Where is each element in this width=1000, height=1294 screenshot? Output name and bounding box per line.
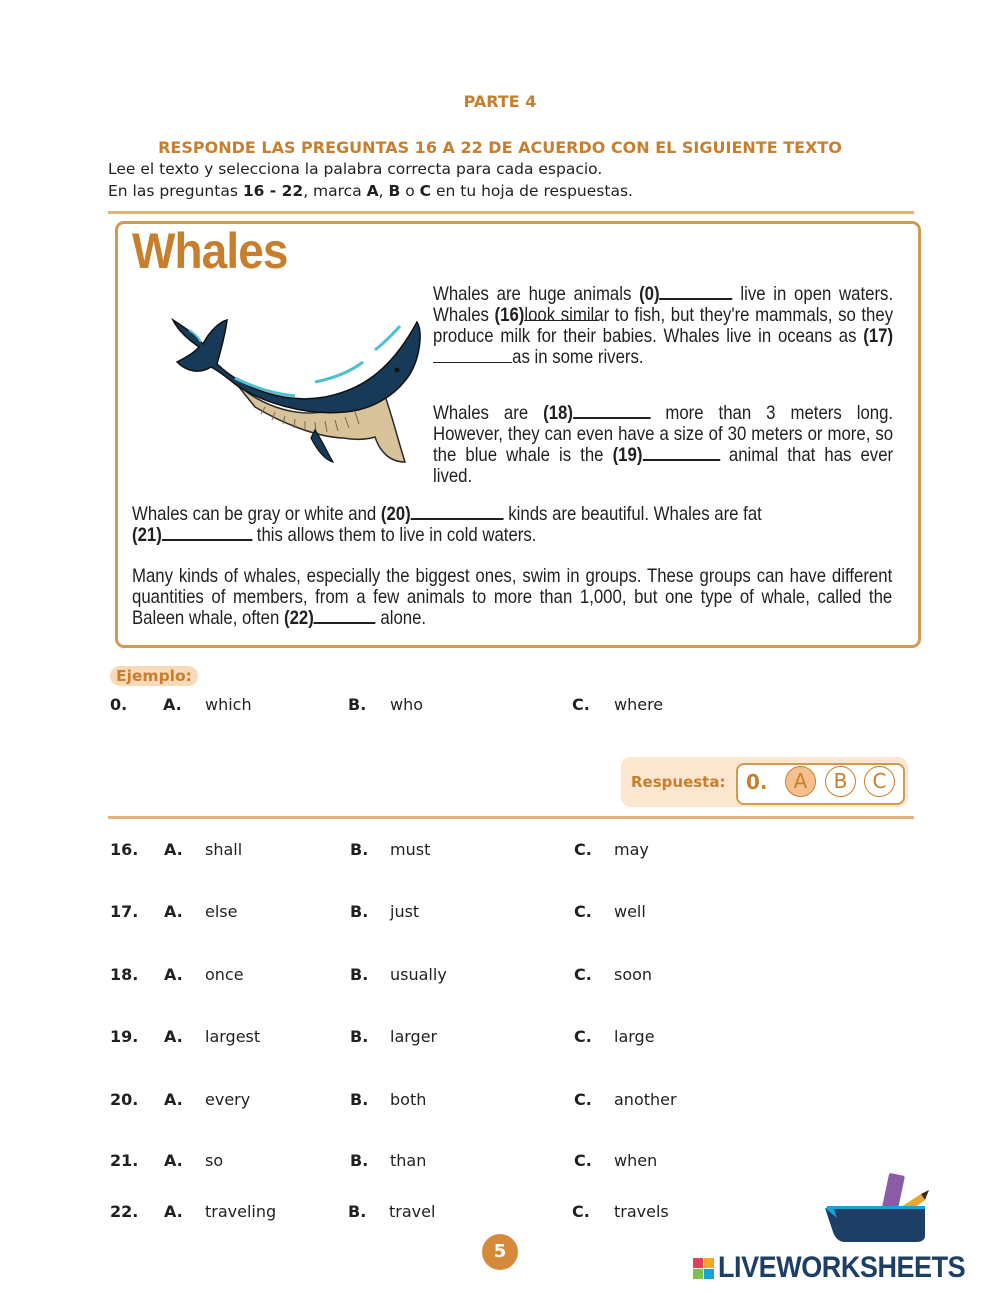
reading-paragraph-4: Many kinds of whales, especially the biggest ones, swim in groups. These groups can have different quantities of members, from a few animals to more than 1,000, but one type of whale, called the Baleen whale, often (22) alone.: [132, 565, 893, 629]
blank-21[interactable]: [162, 525, 252, 541]
option-b[interactable]: travel: [389, 1202, 436, 1221]
option-letter-b: B.: [350, 1151, 369, 1170]
blank-20[interactable]: [411, 504, 504, 520]
gap-22: (22): [283, 607, 314, 629]
option-letter-a: A.: [164, 965, 183, 984]
part-title: PARTE 4: [463, 92, 537, 111]
answer-number: 0.: [746, 770, 768, 794]
option-letter-a: A.: [164, 840, 183, 859]
option-a[interactable]: traveling: [205, 1202, 277, 1221]
option-letter-b: B.: [350, 902, 369, 921]
option-letter-c: C.: [572, 1202, 590, 1221]
gap-18: (18): [543, 402, 573, 424]
option-a[interactable]: so: [205, 1151, 224, 1170]
blank-22[interactable]: [314, 608, 376, 624]
page-number: 5: [482, 1234, 518, 1270]
option-b[interactable]: must: [390, 840, 431, 859]
gap-20: (20): [380, 503, 411, 525]
example-number: 0.: [110, 695, 128, 714]
instructions-line-1: Lee el texto y selecciona la palabra correcta para cada espacio.: [108, 160, 603, 178]
example-option-b: who: [390, 695, 424, 714]
example-option-a: which: [205, 695, 252, 714]
example-letter-c: C.: [572, 695, 590, 714]
option-b[interactable]: than: [390, 1151, 427, 1170]
question-number: 17.: [110, 902, 139, 921]
gap-17: (17): [863, 325, 894, 347]
reading-paragraph-1: Whales are huge animals (0) live in open waters. Whales (16)look similar to fish, but they're mammals, so they produce milk for their babies. Whales live in oceans as (17)as in some rivers.: [433, 283, 894, 368]
question-number: 16.: [110, 840, 139, 859]
blank-19[interactable]: [642, 445, 719, 461]
reading-paragraph-2: Whales are (18) more than 3 meters long. However, they can even have a size of 30 meters or more, so the blue whale is the (19) animal that has ever lived.: [433, 402, 894, 487]
option-letter-b: B.: [350, 1090, 369, 1109]
option-b[interactable]: larger: [390, 1027, 438, 1046]
blank-0: [660, 284, 733, 300]
question-number: 22.: [110, 1202, 139, 1221]
option-letter-b: B.: [350, 1027, 369, 1046]
option-a[interactable]: else: [205, 902, 238, 921]
question-number: 19.: [110, 1027, 139, 1046]
option-c[interactable]: large: [614, 1027, 655, 1046]
option-letter-c: C.: [574, 965, 592, 984]
example-label: Ejemplo:: [110, 666, 198, 686]
example-letter-b: B.: [348, 695, 367, 714]
question-number: 21.: [110, 1151, 139, 1170]
option-letter-a: A.: [164, 1027, 183, 1046]
gap-21: (21): [132, 524, 162, 546]
option-c[interactable]: well: [614, 902, 646, 921]
option-letter-a: A.: [164, 1151, 183, 1170]
whale-illustration: [165, 312, 425, 472]
option-a[interactable]: largest: [205, 1027, 261, 1046]
option-letter-a: A.: [164, 1090, 183, 1109]
instructions-line-2: En las preguntas 16 - 22, marca A, B o C en tu hoja de respuestas.: [108, 182, 633, 200]
option-letter-c: C.: [574, 1090, 592, 1109]
divider: [108, 816, 914, 819]
option-c[interactable]: travels: [614, 1202, 669, 1221]
option-letter-c: C.: [574, 1027, 592, 1046]
example-letter-a: A.: [163, 695, 182, 714]
reading-title: Whales: [132, 223, 288, 279]
gap-19: (19): [612, 444, 643, 466]
blank-17[interactable]: [433, 348, 512, 363]
gap-0: (0): [639, 283, 660, 305]
gap-16: (16): [494, 304, 525, 326]
instructions-title: RESPONDE LAS PREGUNTAS 16 A 22 DE ACUERDO CON EL SIGUIENTE TEXTO: [158, 138, 842, 157]
reading-paragraph-3: Whales can be gray or white and (20) kinds are beautiful. Whales are fat (21) this allows them to live in cold waters.: [132, 503, 762, 546]
option-c[interactable]: may: [614, 840, 649, 859]
option-b[interactable]: usually: [390, 965, 447, 984]
blank-18[interactable]: [573, 403, 650, 419]
divider: [108, 211, 914, 214]
answer-bubble-b: B: [825, 766, 856, 797]
option-letter-b: B.: [350, 965, 369, 984]
answer-bubble-a: A: [785, 766, 816, 797]
example-option-c: where: [614, 695, 664, 714]
option-letter-a: A.: [164, 1202, 183, 1221]
liveworksheets-brand: LIVEWORKSHEETS: [718, 1251, 966, 1284]
option-b[interactable]: both: [390, 1090, 427, 1109]
option-c[interactable]: soon: [614, 965, 653, 984]
option-letter-c: C.: [574, 902, 592, 921]
option-c[interactable]: when: [614, 1151, 658, 1170]
option-b[interactable]: just: [390, 902, 420, 921]
answer-bubble-c: C: [864, 766, 895, 797]
liveworksheets-badge: [693, 1258, 715, 1280]
option-letter-b: B.: [348, 1202, 367, 1221]
question-number: 18.: [110, 965, 139, 984]
option-letter-b: B.: [350, 840, 369, 859]
liveworksheets-logo-icon: [823, 1172, 933, 1244]
question-number: 20.: [110, 1090, 139, 1109]
option-a[interactable]: every: [205, 1090, 251, 1109]
option-letter-c: C.: [574, 1151, 592, 1170]
option-a[interactable]: shall: [205, 840, 243, 859]
option-letter-a: A.: [164, 902, 183, 921]
option-letter-c: C.: [574, 840, 592, 859]
option-a[interactable]: once: [205, 965, 244, 984]
option-c[interactable]: another: [614, 1090, 677, 1109]
answer-label: Respuesta:: [631, 773, 726, 791]
